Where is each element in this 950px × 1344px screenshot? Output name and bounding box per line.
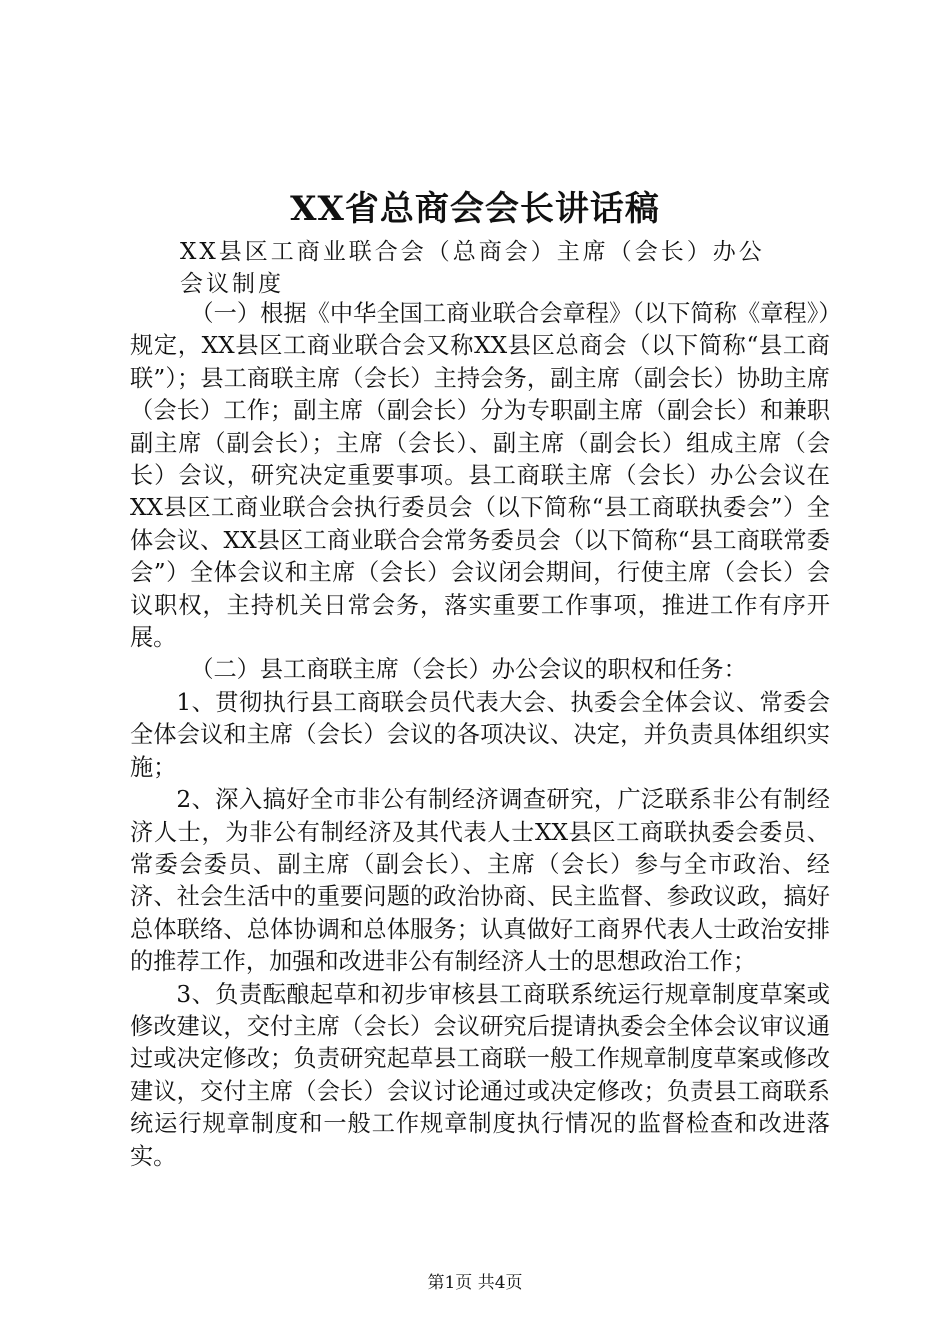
paragraph-1: （一）根据《中华全国工商业联合会章程》（以下简称《章程》）规定，XX县区工商业联合会又称XX县区总商会（以下简称“县工商联”）；县工商联主席（会长）主持会务，副主席（副会长）协助主席（会长）工作；副主席（副会长）分为专职副主席（副会长）和兼职副主席（副会长）；主席（会长）、副主席（副会长）组成主席（会长）会议，研究决定重要事项。县工商联主席（会长）办公会议在XX县区工商业联合会执行委员会（以下简称“县工商联执委会”）全体会议、XX县区工商业联合会常务委员会（以下简称“县工商联常委会”）全体会议和主席（会长）会议闭会期间，行使主席（会长）会议职权，主持机关日常会务，落实重要工作事项，推进工作有序开展。: [130, 300, 830, 652]
document-title: XX省总商会会长讲话稿: [290, 189, 660, 229]
paragraph-2: （二）县工商联主席（会长）办公会议的职权和任务：: [190, 656, 747, 684]
paragraph-3: 1、贯彻执行县工商联会员代表大会、执委会全体会议、常委会全体会议和主席（会长）会议的各项决议、决定，并负责具体组织实施；: [130, 688, 830, 781]
document-body: [130, 298, 830, 1173]
page-number-footer: 第1页 共4页: [427, 1273, 523, 1293]
document-subtitle: XX县区工商业联合会（总商会）主席（会长）办公会议制度: [180, 239, 765, 297]
paragraph-4: 2、深入搞好全市非公有制经济调查研究，广泛联系非公有制经济人士，为非公有制经济及其代表人士XX县区工商联执委会委员、常委会委员、副主席（副会长）、主席（会长）参与全市政治、经济、社会生活中的重要问题的政治协商、民主监督、参政议政，搞好总体联络、总体协调和总体服务；认真做好工商界代表人士政治安排的推荐工作，加强和改进非公有制经济人士的思想政治工作；: [130, 786, 830, 976]
paragraph-5: 3、负责酝酿起草和初步审核县工商联系统运行规章制度草案或修改建议，交付主席（会长）会议研究后提请执委会全体会议审议通过或决定修改；负责研究起草县工商联一般工作规章制度草案或修改建议，交付主席（会长）会议讨论通过或决定修改；负责县工商联系统运行规章制度和一般工作规章制度执行情况的监督检查和改进落实。: [130, 980, 830, 1170]
